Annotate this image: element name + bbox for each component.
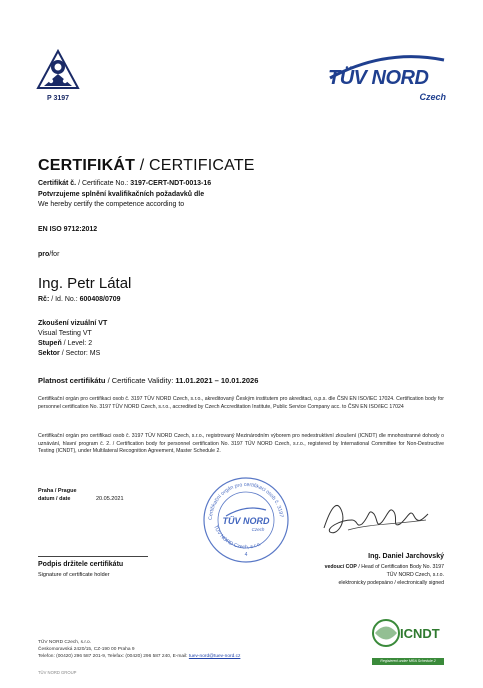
- tuv-sub: Czech: [419, 92, 446, 102]
- stamp-sub: Czech: [251, 527, 265, 532]
- title-sep: /: [135, 157, 150, 174]
- for-en: /for: [49, 251, 60, 258]
- cert-no-label-en: / Certificate No.:: [76, 180, 131, 187]
- official-stamp: [202, 476, 290, 564]
- holder-name: Ing. Petr Látal: [38, 275, 132, 292]
- id-label-cz: Rč:: [38, 296, 50, 303]
- certificate-title: [38, 156, 255, 176]
- signatory-name: Ing. Daniel Jarchovský: [368, 553, 444, 560]
- certificate-number: [38, 180, 211, 189]
- icndt-label: ICNDT: [400, 626, 440, 641]
- validity: [38, 376, 258, 385]
- sector: [38, 350, 100, 359]
- validity-label-cz: Platnost certifikátu: [38, 376, 106, 385]
- footer-email-link[interactable]: tuev-nord@tuev-nord.cz: [188, 654, 241, 659]
- signatory-role-cz: vedoucí COP: [324, 564, 357, 570]
- method-cz: Zkoušení vizuální VT: [38, 320, 108, 327]
- accreditation-paragraph: Certifikační orgán pro certifikaci osob č. 3197 TÜV NORD Czech, s.r.o., akreditovaný Českým institutem pro akreditaci, o.p.s. dle ČSN EN ISO/IEC 17024. Certification body for personnel certification No. 3197 TÜV NORD Czech, s.r.o., accredited by Czech Accreditation Institute, Public Service Company acc. to ČSN EN ISO/IEC 17024: [38, 396, 444, 410]
- signature-image: [318, 494, 434, 542]
- cert-no-label-cz: Certifikát č.: [38, 180, 77, 187]
- certification-mark-logo: [36, 48, 80, 106]
- stamp-brand: TÜV NORD: [222, 516, 270, 526]
- level: [38, 340, 92, 349]
- validity-label-en: / Certificate Validity:: [105, 376, 176, 385]
- signatory-company: TÜV NORD Czech, s.r.o.: [386, 572, 444, 578]
- level-rest: / Level: 2: [61, 340, 93, 347]
- icndt-badge: [372, 616, 444, 666]
- cert-no-value: 3197-CERT-NDT-0013-16: [130, 180, 212, 187]
- id-value: 600408/0709: [79, 296, 121, 303]
- footer-contact: [38, 654, 240, 660]
- signatory-role-en: / Head of Certification Body No. 3197: [356, 564, 444, 570]
- icndt-logo-icon: [372, 616, 444, 650]
- tuv-nord-logo: [320, 52, 454, 108]
- footer-contact-text: Telefon: (00420) 296 587 201-9, Telefax: (00420) 296 587 240, E-mail:: [38, 654, 189, 659]
- standard: EN ISO 9712:2012: [38, 226, 98, 233]
- level-cz: Stupeň: [38, 340, 62, 347]
- date-value: 20.05.2021: [96, 496, 124, 502]
- tuv-brand: TÜV NORD: [328, 67, 429, 89]
- stamp-number: 4: [244, 552, 248, 558]
- place: Praha / Prague: [38, 488, 77, 494]
- logo-label: P 3197: [46, 94, 70, 102]
- holder-signature-line: [38, 556, 148, 557]
- footer-group: TÜV NORD GROUP: [38, 670, 77, 675]
- holder-id: [38, 296, 121, 305]
- triangle-logo-icon: [36, 48, 80, 92]
- stamp-ring-text: Certifikační orgán pro certifikaci osob č. 3197: [207, 481, 284, 521]
- date-label: datum / date: [38, 496, 71, 502]
- footer-company: TÜV NORD Czech, s.r.o.: [38, 640, 92, 645]
- signatory-note: elektronicky podepsáno / electronically signed: [338, 580, 444, 586]
- footer-address: Českomoravská 2420/15, CZ-190 00 Praha 9: [38, 647, 135, 652]
- confirm-en: We hereby certify the competence according to: [38, 201, 185, 208]
- id-label-en: / Id. No.:: [49, 296, 80, 303]
- holder-signature-title: Podpis držitele certifikátu: [38, 561, 124, 568]
- title-en: CERTIFICATE: [149, 157, 255, 174]
- icndt-sub: Registered under MRA Schedule 2: [372, 658, 444, 665]
- validity-value: 11.01.2021 – 10.01.2026: [175, 376, 259, 385]
- title-cz: CERTIFIKÁT: [38, 157, 136, 174]
- for-cz: pro: [38, 251, 50, 258]
- signatory-role: [250, 564, 444, 571]
- handwritten-signature-icon: [318, 494, 434, 542]
- sector-rest: / Sector: MS: [59, 350, 101, 357]
- for-label: [38, 251, 59, 260]
- stamp-bottom-text: TÜV NORD Czech, s.r.o.: [212, 524, 263, 551]
- stamp-seal-icon: [202, 476, 290, 564]
- sector-cz: Sektor: [38, 350, 60, 357]
- icndt-paragraph: Certifikační orgán pro certifikaci osob č. 3197 TÜV NORD Czech, s.r.o., registrovaný Mezinárodním výborem pro nedestruktivní zkoušení (ICNDT) dle mnohostranné dohody o uznávání, hlavní program č. 2. / Certification body for personnel certification No. 3197 TÜV NORD Czech, s.r.o., registered by International Committee for Non-Destructive Testing (ICNDT), under Multilateral Recognition Agreement, Master Schedule 2.: [38, 433, 444, 455]
- holder-signature-sub: Signature of certificate holder: [38, 572, 110, 578]
- method-en: Visual Testing VT: [38, 330, 92, 337]
- confirm-cz: Potvrzujeme splnění kvalifikačních požadavků dle: [38, 191, 205, 198]
